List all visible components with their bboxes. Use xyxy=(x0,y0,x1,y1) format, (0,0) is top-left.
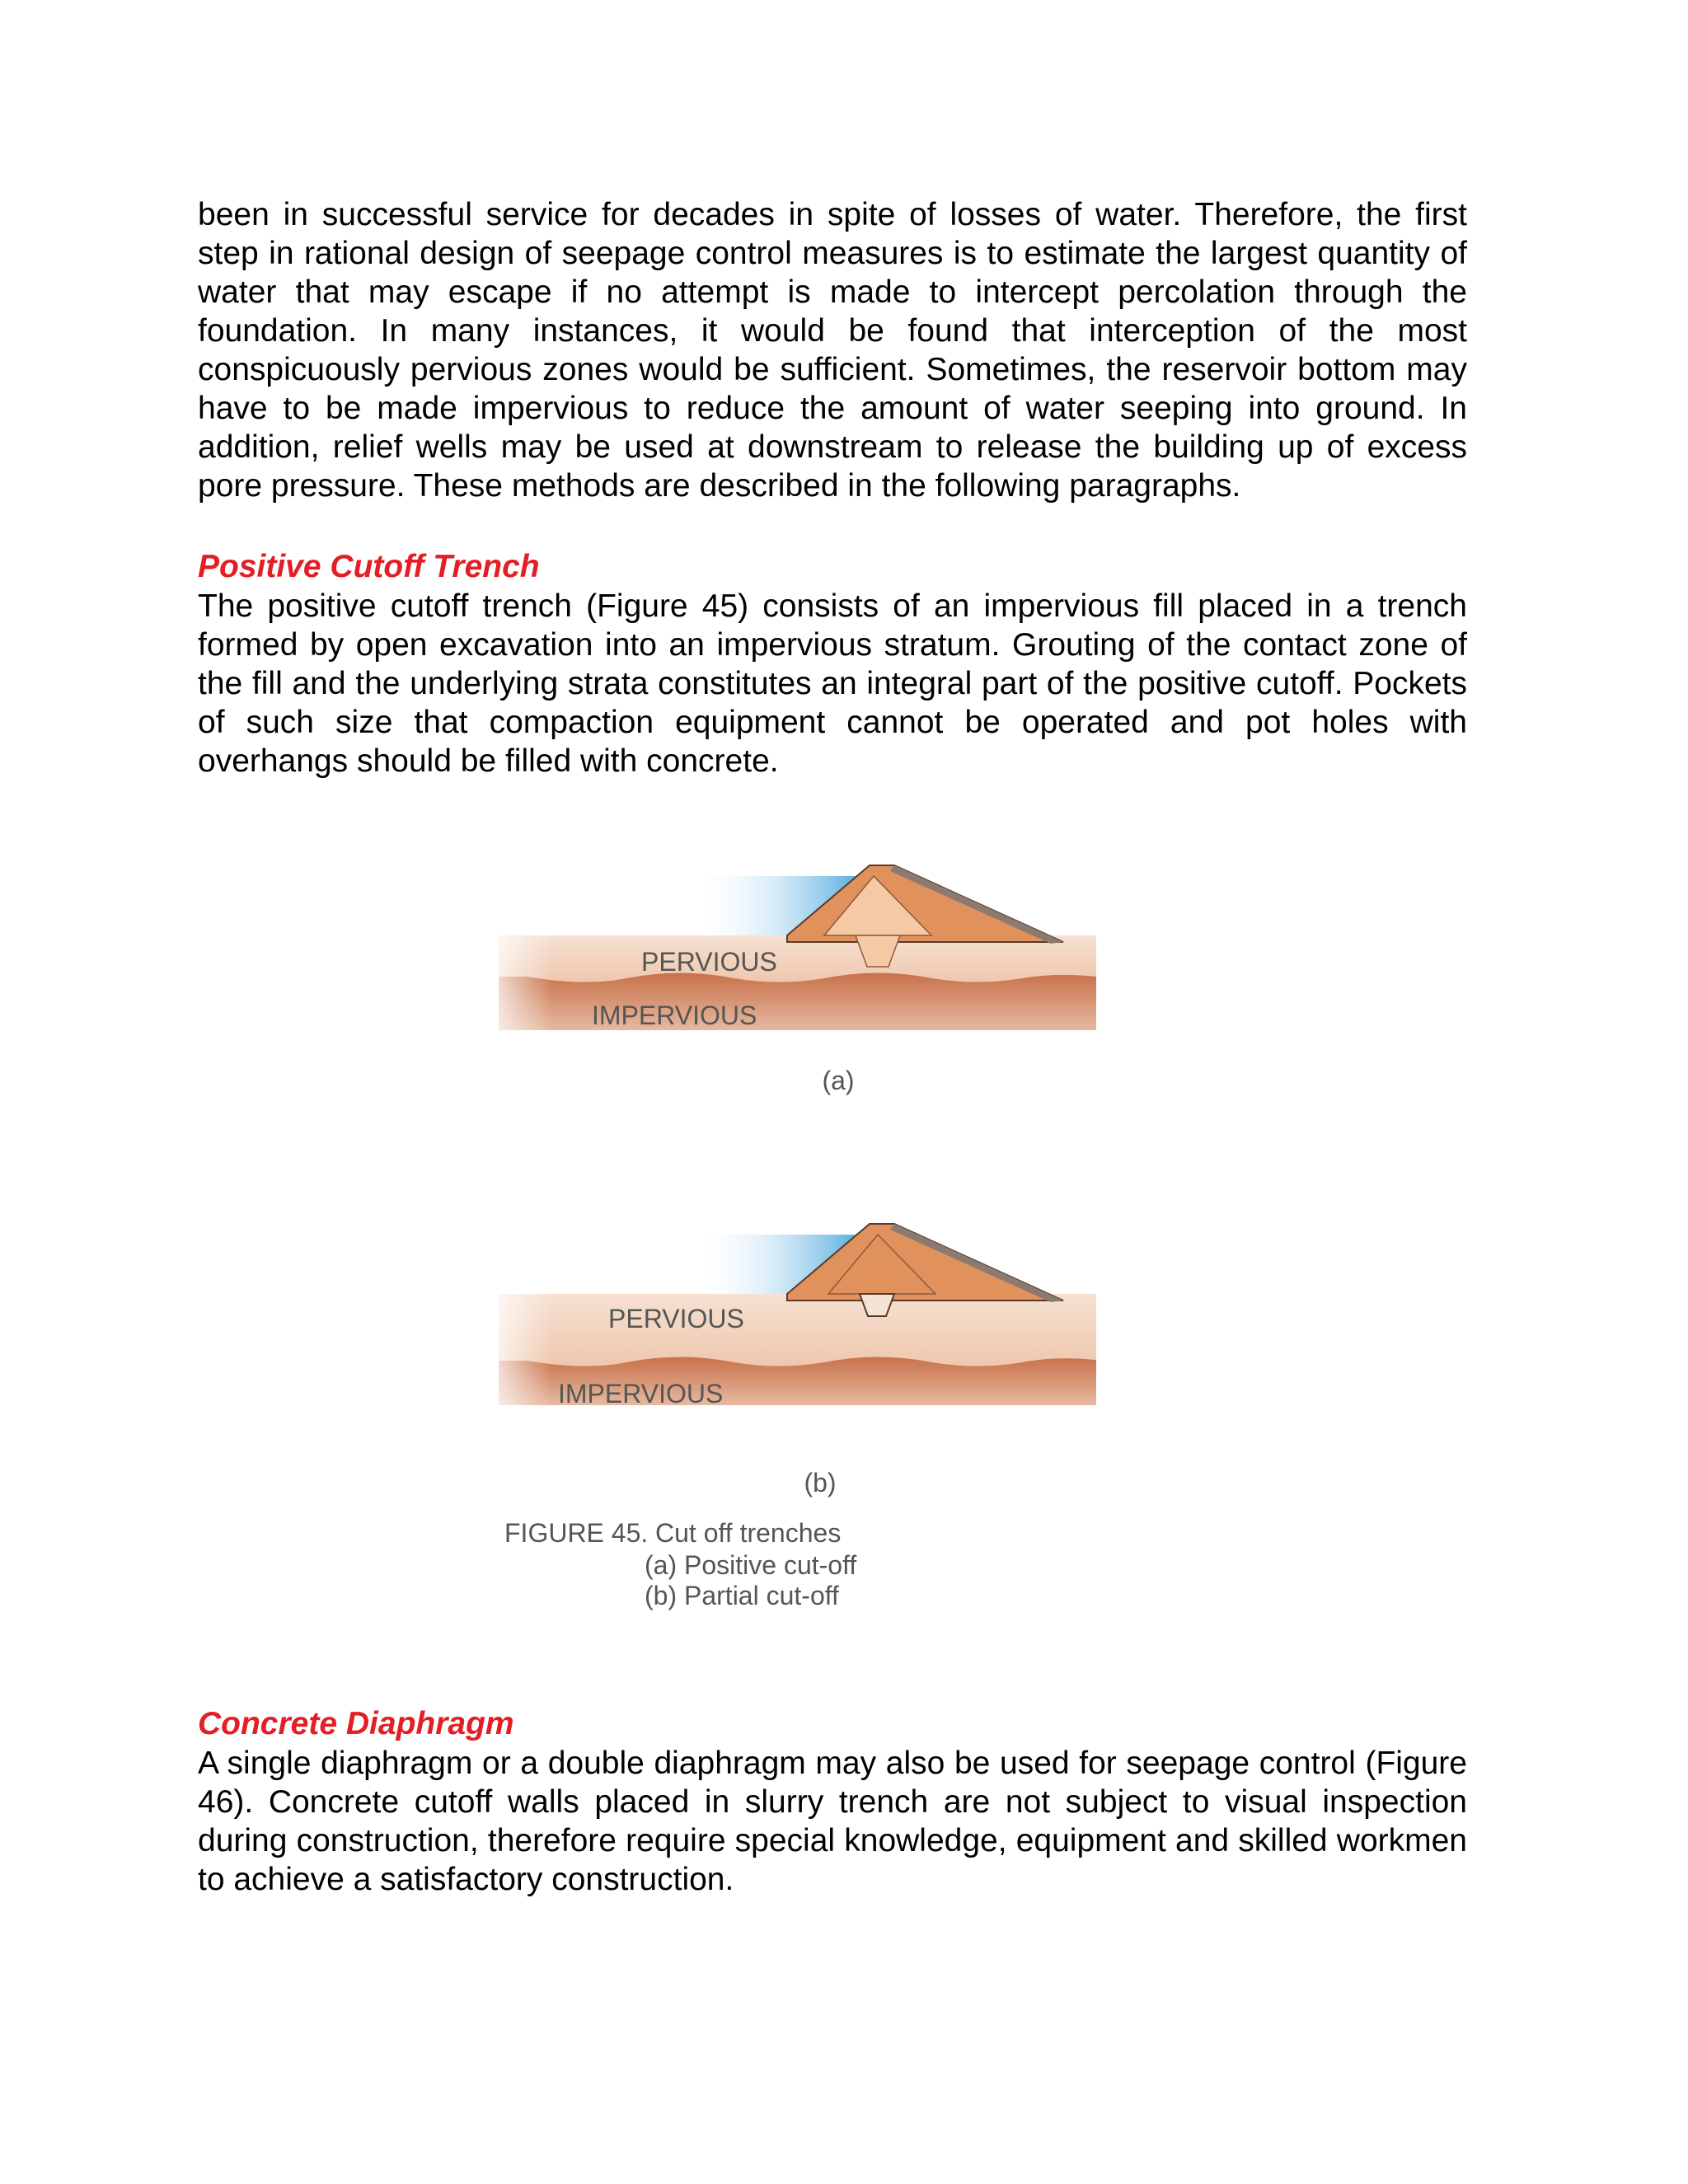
caption-item-a: (a) Positive cut-off xyxy=(645,1550,857,1580)
figure-panel-a xyxy=(478,865,1096,1095)
figure-45-cutoff-trenches xyxy=(313,804,1137,1669)
pervious-layer xyxy=(499,1294,1096,1366)
panel-label-a: (a) xyxy=(822,1066,855,1095)
section-heading-positive-cutoff-trench: Positive Cutoff Trench xyxy=(198,549,540,584)
pervious-label-a: PERVIOUS xyxy=(641,947,777,977)
figure-caption xyxy=(504,1518,856,1610)
impervious-label-a: IMPERVIOUS xyxy=(592,1001,757,1030)
figure-panel-b xyxy=(478,1224,1096,1497)
caption-item-b: (b) Partial cut-off xyxy=(645,1581,839,1610)
panel-label-b: (b) xyxy=(804,1468,837,1497)
impervious-label-b: IMPERVIOUS xyxy=(558,1379,724,1408)
caption-title: Cut off trenches xyxy=(655,1518,842,1548)
caption-prefix: FIGURE 45. xyxy=(504,1518,649,1548)
body-paragraph-intro: been in successful service for decades in spite of losses of water. Therefore, the first step in rational design of seepage control measures is to estimate the largest quantity of water that may escape if no attempt is made to intercept percolation through the foundation. In many instances, it would be found that interception of the most conspicuously pervious zones would be sufficient. Sometimes, the reservoir bottom may have to be made impervious to reduce the amount of water seeping into ground. In addition, relief wells may be used at downstream to release the building up of excess pore pressure. These methods are described in the following paragraphs. xyxy=(198,197,1467,504)
section-heading-concrete-diaphragm: Concrete Diaphragm xyxy=(198,1706,514,1741)
body-paragraph-positive-cutoff: The positive cutoff trench (Figure 45) consists of an impervious fill placed in a trench formed by open excavation into an impervious stratum. Grouting of the contact zone of the fill and the underlying strata constitutes an integral part of the positive cutoff. Pockets of such size that compaction equipment cannot be operated and pot holes with overhangs should be filled with concrete. xyxy=(198,588,1467,779)
body-paragraph-concrete-diaphragm: A single diaphragm or a double diaphragm may also be used for seepage control (Figure 46). Concrete cutoff walls placed in slurry trench are not subject to visual inspection during construction, therefore require special knowledge, equipment and skilled workmen to achieve a satisfactory construction. xyxy=(198,1746,1467,1897)
pervious-label-b: PERVIOUS xyxy=(608,1304,744,1333)
